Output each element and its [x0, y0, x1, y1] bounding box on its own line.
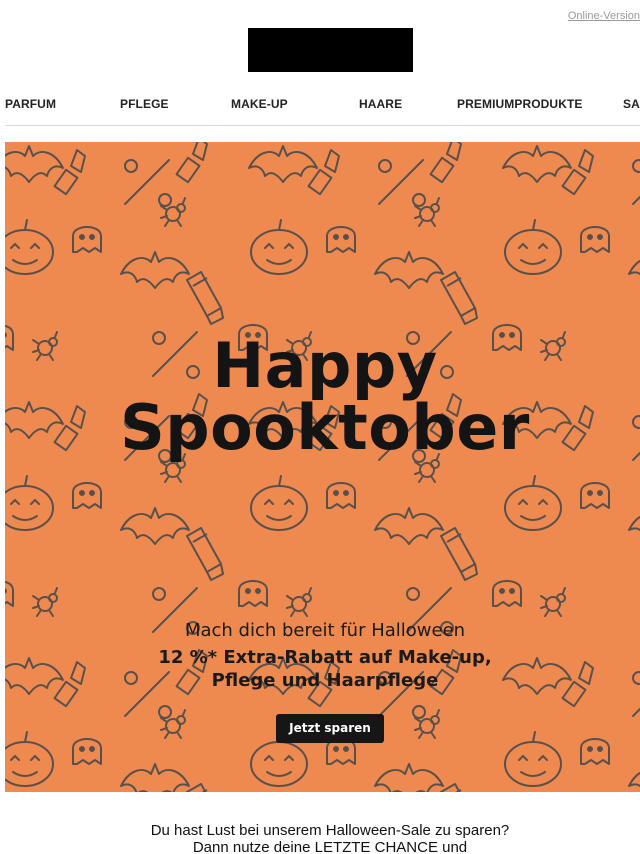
main-nav: [0, 97, 640, 113]
halloween-banner[interactable]: [5, 142, 640, 792]
nav-item-make-up[interactable]: MAKE-UP: [231, 97, 288, 111]
jetzt-sparen-button[interactable]: Jetzt sparen: [276, 714, 384, 743]
banner-headline-line1: Happy: [212, 329, 438, 402]
banner-offer-line1: 12 %* Extra-Rabatt auf Make-up,: [158, 647, 492, 668]
nav-item-pflege[interactable]: PFLEGE: [120, 97, 169, 111]
nav-item-haare[interactable]: HAARE: [359, 97, 403, 111]
halloween-pattern: [5, 142, 640, 792]
online-version-link[interactable]: Online-Version: [567, 10, 640, 22]
brand-logo[interactable]: [248, 28, 413, 72]
nav-item-parfum[interactable]: PARFUM: [5, 97, 57, 111]
nav-item-sale[interactable]: SA: [623, 97, 640, 111]
banner-headline-line2: Spooktober: [120, 391, 530, 464]
banner-offer-line2: Pflege und Haarpflege: [211, 670, 439, 691]
banner-intro: Mach dich bereit für Halloween: [184, 620, 466, 641]
nav-divider: [5, 125, 640, 126]
body-text: Du hast Lust bei unserem Halloween-Sale zu sparen? Dann nutze deine LETZTE CHANCE und: [150, 822, 510, 854]
nav-item-premiumprodukte[interactable]: PREMIUMPRODUKTE: [457, 97, 583, 111]
